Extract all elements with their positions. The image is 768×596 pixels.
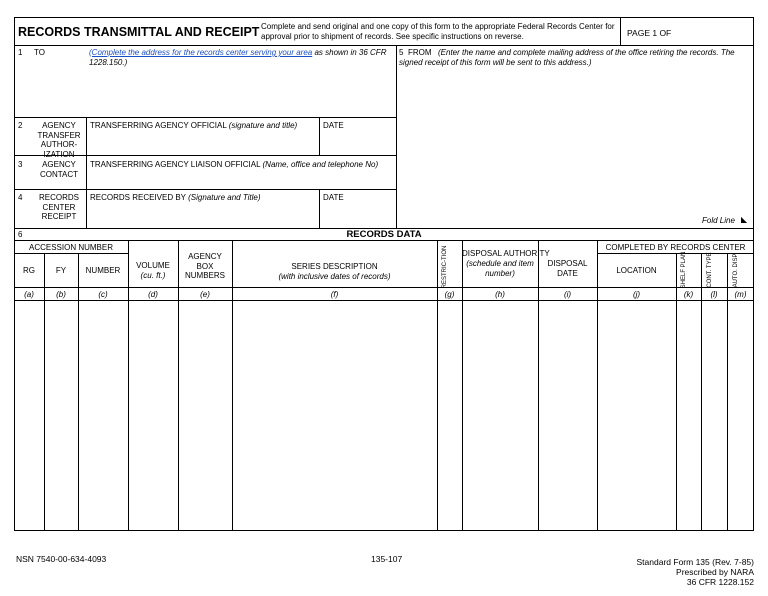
receipt-label: RECORDS CENTER RECEIPT <box>38 193 79 221</box>
received-hint: (Signature and Title) <box>188 193 261 202</box>
letter-m: (m) <box>734 290 747 299</box>
liaison-label <box>90 160 378 170</box>
to-instruction-rest: as shown in 36 CFR 1228.150.) <box>89 48 387 67</box>
col-auto-disp: AUTO. DISP. <box>733 252 739 288</box>
date-divider-1 <box>319 117 320 155</box>
col-location: LOCATION <box>616 266 657 275</box>
rule-to-bottom <box>14 117 396 118</box>
fold-line-label: Fold Line <box>702 216 735 225</box>
received-label <box>90 193 261 203</box>
col-series: SERIES DESCRIPTION <box>291 262 378 271</box>
col-cont-type: CONT. TYPE <box>707 252 713 288</box>
col-disposal-authority: DISPOSAL AUTHORITY <box>462 249 550 258</box>
official-signature-field[interactable] <box>88 133 316 153</box>
liaison-hint: (Name, office and telephone No) <box>262 160 379 169</box>
col-disposal-authority-hint: (schedule and item number) <box>466 259 534 278</box>
official-hint: (signature and title) <box>228 121 298 130</box>
letter-d: (d) <box>148 290 158 299</box>
fold-arrow-icon: ◣ <box>741 215 748 224</box>
letter-j: (j) <box>632 290 641 299</box>
page-label: PAGE 1 OF <box>627 28 672 38</box>
accession-number-header: ACCESSION NUMBER <box>28 243 113 252</box>
official-date-field[interactable] <box>321 133 393 153</box>
col-fy: FY <box>55 266 67 275</box>
official-label <box>90 121 297 131</box>
letter-e: (e) <box>200 290 210 299</box>
letter-a: (a) <box>24 290 34 299</box>
col-agency-box: AGENCY BOX NUMBERS <box>184 252 225 280</box>
footer-nsn: NSN 7540-00-634-4093 <box>16 554 107 564</box>
col-number: NUMBER <box>85 266 121 275</box>
rule-column-header <box>14 287 754 288</box>
to-instruction <box>89 48 389 68</box>
col-volume-unit: (cu. ft.) <box>140 271 166 280</box>
header-rule <box>14 45 754 46</box>
agency-auth-label: AGENCY TRANSFER AUTHOR-IZATION <box>37 121 81 159</box>
liaison-label-text: TRANSFERRING AGENCY LIAISON OFFICIAL <box>90 160 261 169</box>
to-address-field[interactable] <box>86 72 392 114</box>
date-label-official: DATE <box>323 121 344 130</box>
form-instructions: Complete and send original and one copy of this form to the appropriate Federal Records Center for approval prior to shipment of records. See specific instructions on reverse. <box>261 22 615 41</box>
records-section-number: 6 <box>18 230 23 239</box>
footer-prescribed: Prescribed by NARA <box>676 567 754 577</box>
to-label: TO <box>34 48 45 57</box>
agency-contact-number: 3 <box>18 160 23 169</box>
received-signature-field[interactable] <box>88 205 316 225</box>
rule-contact-bottom <box>14 189 396 190</box>
letter-k: (k) <box>683 290 694 299</box>
label-col-divider <box>86 117 87 228</box>
footer-cfr: 36 CFR 1228.152 <box>686 577 754 587</box>
letter-l: (l) <box>710 290 718 299</box>
letter-f: (f) <box>330 290 339 299</box>
records-data-entry-area[interactable] <box>15 301 753 530</box>
letter-c: (c) <box>98 290 108 299</box>
date-label-received: DATE <box>323 193 344 202</box>
agency-auth-number: 2 <box>18 121 23 130</box>
page-divider <box>620 17 621 45</box>
from-number: 5 <box>399 48 404 57</box>
agency-contact-label: AGENCY CONTACT <box>39 160 79 179</box>
to-number: 1 <box>18 48 23 57</box>
col-restriction: RESTRIC-TION <box>442 245 448 289</box>
records-center-address-link[interactable]: (Complete the address for the records center serving your area <box>89 48 313 57</box>
col-disposal-date: DISPOSAL DATE <box>547 259 588 278</box>
from-address-field[interactable] <box>398 72 750 212</box>
col-volume: VOLUME <box>136 261 170 270</box>
letter-i: (i) <box>563 290 572 299</box>
from-instruction: (Enter the name and complete mailing address of the office retiring the records. The signed receipt of this form will be sent to this address.) <box>399 48 735 67</box>
completed-by-header: COMPLETED BY RECORDS CENTER <box>605 243 746 252</box>
letter-g: (g) <box>444 290 455 299</box>
from-label: FROM <box>408 48 432 57</box>
letter-h: (h) <box>495 290 505 299</box>
date-divider-2 <box>319 189 320 228</box>
footer-standard-form: Standard Form 135 (Rev. 7-85) <box>636 557 754 567</box>
col-series-hint: (with inclusive dates of records) <box>278 272 391 281</box>
col-rg: RG <box>23 266 35 275</box>
rule-accession-header <box>14 253 128 254</box>
received-date-field[interactable] <box>321 205 393 225</box>
records-data-title: RECORDS DATA <box>346 229 422 240</box>
official-label-text: TRANSFERRING AGENCY OFFICIAL <box>90 121 227 130</box>
footer-code: 135-107 <box>371 554 403 564</box>
received-label-text: RECORDS RECEIVED BY <box>90 193 186 202</box>
letter-b: (b) <box>56 290 66 299</box>
liaison-field[interactable] <box>88 171 393 187</box>
rule-records-title <box>14 240 754 241</box>
form-title: RECORDS TRANSMITTAL AND RECEIPT <box>18 25 260 39</box>
col-shelf-plan: SHELF PLAN <box>681 251 687 289</box>
to-from-divider <box>396 45 397 228</box>
receipt-number: 4 <box>18 193 23 202</box>
